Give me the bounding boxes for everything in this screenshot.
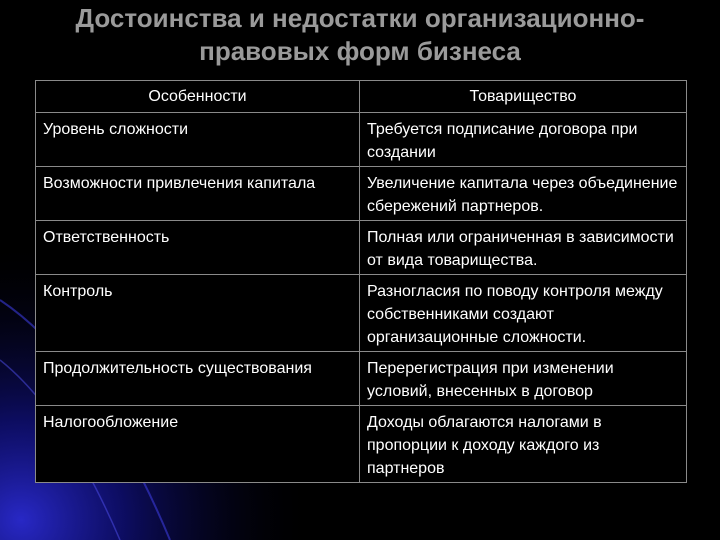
header-cell-partnership: Товарищество (360, 81, 687, 113)
value-cell: Доходы облагаются налогами в пропорции к доходу каждого из партнеров (360, 406, 687, 483)
slide-title-line-2: правовых форм бизнеса (199, 36, 521, 66)
table-row (36, 221, 687, 275)
slide-title (0, 2, 720, 68)
table-row (36, 352, 687, 406)
table-row (36, 167, 687, 221)
feature-cell: Ответственность (36, 221, 360, 275)
slide-title-line-1: Достоинства и недостатки организационно- (75, 3, 645, 33)
value-cell: Полная или ограниченная в зависимости от вида товарищества. (360, 221, 687, 275)
table-row (36, 113, 687, 167)
table-row (36, 275, 687, 352)
value-cell: Требуется подписание договора при создании (360, 113, 687, 167)
comparison-table (35, 80, 687, 483)
feature-cell: Возможности привлечения капитала (36, 167, 360, 221)
feature-cell: Уровень сложности (36, 113, 360, 167)
value-cell: Перерегистрация при изменении условий, внесенных в договор (360, 352, 687, 406)
value-cell: Разногласия по поводу контроля между собственниками создают организационные сложности. (360, 275, 687, 352)
value-cell: Увеличение капитала через объединение сбережений партнеров. (360, 167, 687, 221)
header-cell-features: Особенности (36, 81, 360, 113)
feature-cell: Налогообложение (36, 406, 360, 483)
table-row (36, 406, 687, 483)
feature-cell: Контроль (36, 275, 360, 352)
table-header-row (36, 81, 687, 113)
feature-cell: Продолжительность существования (36, 352, 360, 406)
